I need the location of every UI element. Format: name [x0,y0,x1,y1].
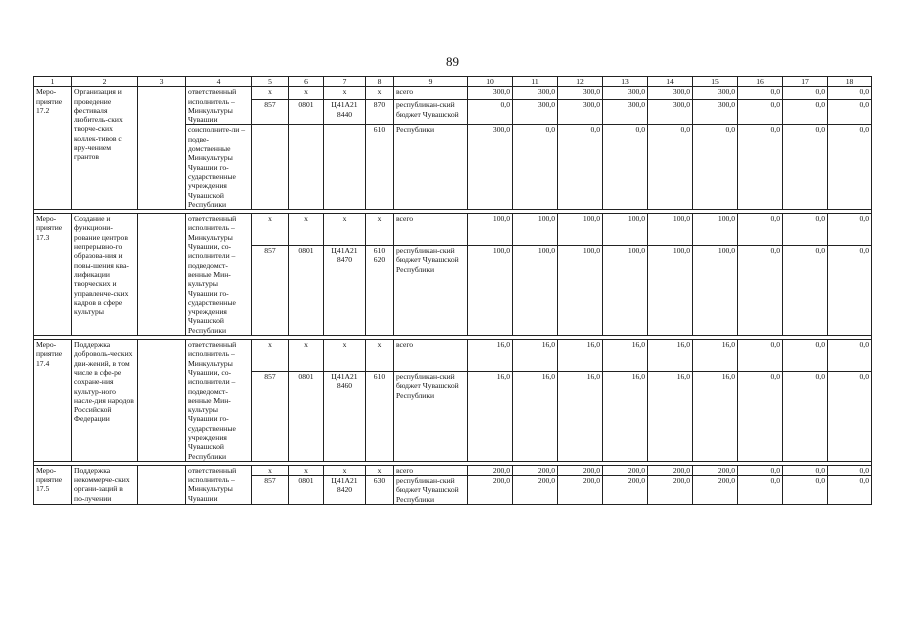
measure-name: Поддержка некоммерче-ских органи-заций в по-лучении [72,465,138,504]
amount-cell: 200,0 [603,476,648,505]
measure-name: Организация и проведение фестиваля любитель-ских творче-ских коллек-тивов с вру-чением грантов [72,87,138,210]
amount-cell: 16,0 [513,340,558,372]
funding-source: всего [394,87,468,100]
section-code: 0801 [289,246,324,336]
amount-cell: 300,0 [603,100,648,125]
amount-cell: 100,0 [468,214,513,246]
section-code: 0801 [289,100,324,125]
amount-cell: 0,0 [828,372,872,462]
section-code: x [289,340,324,372]
amount-cell: 100,0 [603,246,648,336]
amount-cell: 0,0 [648,125,693,210]
target-code: x [324,465,366,475]
amount-cell: 0,0 [738,340,783,372]
ministry-code: x [252,340,289,372]
amount-cell: 0,0 [783,100,828,125]
amount-cell: 0,0 [738,100,783,125]
amount-cell: 0,0 [783,214,828,246]
amount-cell: 0,0 [783,87,828,100]
amount-cell: 16,0 [648,340,693,372]
measure-id: Меро-приятие 17.5 [34,465,72,504]
target-code: Ц41А21 8440 [324,100,366,125]
amount-cell: 0,0 [738,246,783,336]
amount-cell: 300,0 [648,100,693,125]
amount-cell: 300,0 [693,100,738,125]
expense-code: 630 [366,476,394,505]
amount-cell: 0,0 [783,246,828,336]
column-header: 18 [828,77,872,87]
amount-cell: 0,0 [468,100,513,125]
column-header: 12 [558,77,603,87]
ministry-code: x [252,214,289,246]
empty-cell [138,340,186,462]
page-number: 89 [446,54,459,69]
co-executor-cell: соисполните-ли – подве-домственные Минкультуры Чувашии го-сударственные учреждения Чувашской Республики [186,125,252,210]
amount-cell: 16,0 [693,340,738,372]
amount-cell: 200,0 [468,476,513,505]
expense-code: 610 [366,372,394,462]
target-code: Ц41А21 8420 [324,476,366,505]
amount-cell: 200,0 [603,465,648,475]
column-header: 3 [138,77,186,87]
expense-code: x [366,340,394,372]
ministry-code: x [252,87,289,100]
funding-source: республикан-ский бюджет Чувашской [394,100,468,125]
amount-cell: 0,0 [738,125,783,210]
amount-cell: 100,0 [513,246,558,336]
column-header: 1 [34,77,72,87]
column-header: 8 [366,77,394,87]
ministry-code: 857 [252,476,289,505]
column-header: 16 [738,77,783,87]
amount-cell: 16,0 [603,340,648,372]
target-code [324,125,366,210]
amount-cell: 300,0 [558,87,603,100]
ministry-code: 857 [252,246,289,336]
expense-code: x [366,465,394,475]
amount-cell: 0,0 [828,214,872,246]
measure-id: Меро-приятие 17.2 [34,87,72,210]
empty-cell [138,465,186,504]
amount-cell: 100,0 [648,214,693,246]
column-header: 7 [324,77,366,87]
amount-cell: 200,0 [558,476,603,505]
amount-cell: 16,0 [603,372,648,462]
column-header: 10 [468,77,513,87]
funding-source: всего [394,465,468,475]
amount-cell: 100,0 [468,246,513,336]
amount-cell: 200,0 [558,465,603,475]
amount-cell: 0,0 [513,125,558,210]
expense-code: 610 620 [366,246,394,336]
amount-cell: 16,0 [648,372,693,462]
amount-cell: 200,0 [468,465,513,475]
amount-cell: 0,0 [828,465,872,475]
amount-cell: 0,0 [828,246,872,336]
amount-cell: 16,0 [558,372,603,462]
amount-cell: 0,0 [828,100,872,125]
section-code: 0801 [289,372,324,462]
executor-cell: ответственный исполнитель – Минкультуры Чувашии, со-исполнители – подведомст-венные Мин-культуры Чувашии го-сударственные учреждения Чувашской Республики [186,214,252,336]
amount-cell: 200,0 [693,476,738,505]
funding-source: республикан-ский бюджет Чувашской Республики [394,246,468,336]
expense-code: 610 [366,125,394,210]
amount-cell: 0,0 [828,340,872,372]
amount-cell: 0,0 [783,372,828,462]
amount-cell: 300,0 [468,125,513,210]
section-code: 0801 [289,476,324,505]
amount-cell: 0,0 [828,125,872,210]
amount-cell: 0,0 [783,340,828,372]
funding-source: всего [394,340,468,372]
funding-source: Республики [394,125,468,210]
amount-cell: 0,0 [558,125,603,210]
amount-cell: 0,0 [738,214,783,246]
amount-cell: 16,0 [468,372,513,462]
amount-cell: 200,0 [648,465,693,475]
expense-code: 870 [366,100,394,125]
amount-cell: 0,0 [783,465,828,475]
target-code: Ц41А21 8460 [324,372,366,462]
column-header: 2 [72,77,138,87]
amount-cell: 300,0 [648,87,693,100]
column-header: 11 [513,77,558,87]
amount-cell: 16,0 [693,372,738,462]
amount-cell: 16,0 [513,372,558,462]
target-code: Ц41А21 8470 [324,246,366,336]
amount-cell: 200,0 [693,465,738,475]
amount-cell: 0,0 [783,476,828,505]
column-header: 15 [693,77,738,87]
amount-cell: 0,0 [693,125,738,210]
amount-cell: 100,0 [648,246,693,336]
budget-table [33,76,872,505]
amount-cell: 300,0 [693,87,738,100]
amount-cell: 200,0 [513,465,558,475]
measure-name: Создание и функциони-рование центров непрерывно-го образова-ния и повы-шения ква-лификации творческих и управленче-ских кадров в сфере культуры [72,214,138,336]
ministry-code [252,125,289,210]
ministry-code: 857 [252,100,289,125]
table-row [34,340,872,372]
table-row [34,465,872,475]
section-code: x [289,87,324,100]
amount-cell: 0,0 [828,476,872,505]
expense-code: x [366,87,394,100]
column-header: 4 [186,77,252,87]
column-header: 14 [648,77,693,87]
table-row [34,87,872,100]
amount-cell: 100,0 [513,214,558,246]
ministry-code: x [252,465,289,475]
amount-cell: 0,0 [603,125,648,210]
amount-cell: 0,0 [738,476,783,505]
section-code: x [289,214,324,246]
measure-name: Поддержка доброволь-ческих дви-жений, в том числе в сфе-ре сохране-ния культур-ного насле-дия народов Российской Федерации [72,340,138,462]
empty-cell [138,214,186,336]
column-header: 17 [783,77,828,87]
funding-source: республикан-ский бюджет Чувашской Республики [394,476,468,505]
funding-source: всего [394,214,468,246]
measure-id: Меро-приятие 17.3 [34,214,72,336]
column-header: 13 [603,77,648,87]
amount-cell: 0,0 [738,372,783,462]
target-code: x [324,340,366,372]
amount-cell: 300,0 [513,100,558,125]
section-code [289,125,324,210]
amount-cell: 300,0 [513,87,558,100]
executor-cell: ответственный исполнитель – Минкультуры Чувашии, со-исполнители – подведомст-венные Мин-культуры Чувашии го-сударственные учреждения Чувашской Республики [186,340,252,462]
table-row [34,214,872,246]
funding-source: республикан-ский бюджет Чувашской Республики [394,372,468,462]
executor-cell: ответственный исполнитель – Минкультуры Чувашии [186,87,252,125]
amount-cell: 300,0 [558,100,603,125]
amount-cell: 16,0 [558,340,603,372]
target-code: x [324,214,366,246]
amount-cell: 0,0 [783,125,828,210]
amount-cell: 100,0 [558,246,603,336]
target-code: x [324,87,366,100]
column-header: 9 [394,77,468,87]
amount-cell: 100,0 [603,214,648,246]
amount-cell: 0,0 [828,87,872,100]
header-row [34,77,872,87]
amount-cell: 200,0 [648,476,693,505]
expense-code: x [366,214,394,246]
column-header: 5 [252,77,289,87]
amount-cell: 16,0 [468,340,513,372]
empty-cell [138,87,186,210]
amount-cell: 200,0 [513,476,558,505]
amount-cell: 300,0 [603,87,648,100]
amount-cell: 0,0 [738,87,783,100]
amount-cell: 0,0 [738,465,783,475]
amount-cell: 100,0 [693,214,738,246]
executor-cell: ответственный исполнитель – Минкультуры Чувашии [186,465,252,504]
ministry-code: 857 [252,372,289,462]
measure-id: Меро-приятие 17.4 [34,340,72,462]
amount-cell: 100,0 [558,214,603,246]
section-code: x [289,465,324,475]
amount-cell: 100,0 [693,246,738,336]
amount-cell: 300,0 [468,87,513,100]
column-header: 6 [289,77,324,87]
